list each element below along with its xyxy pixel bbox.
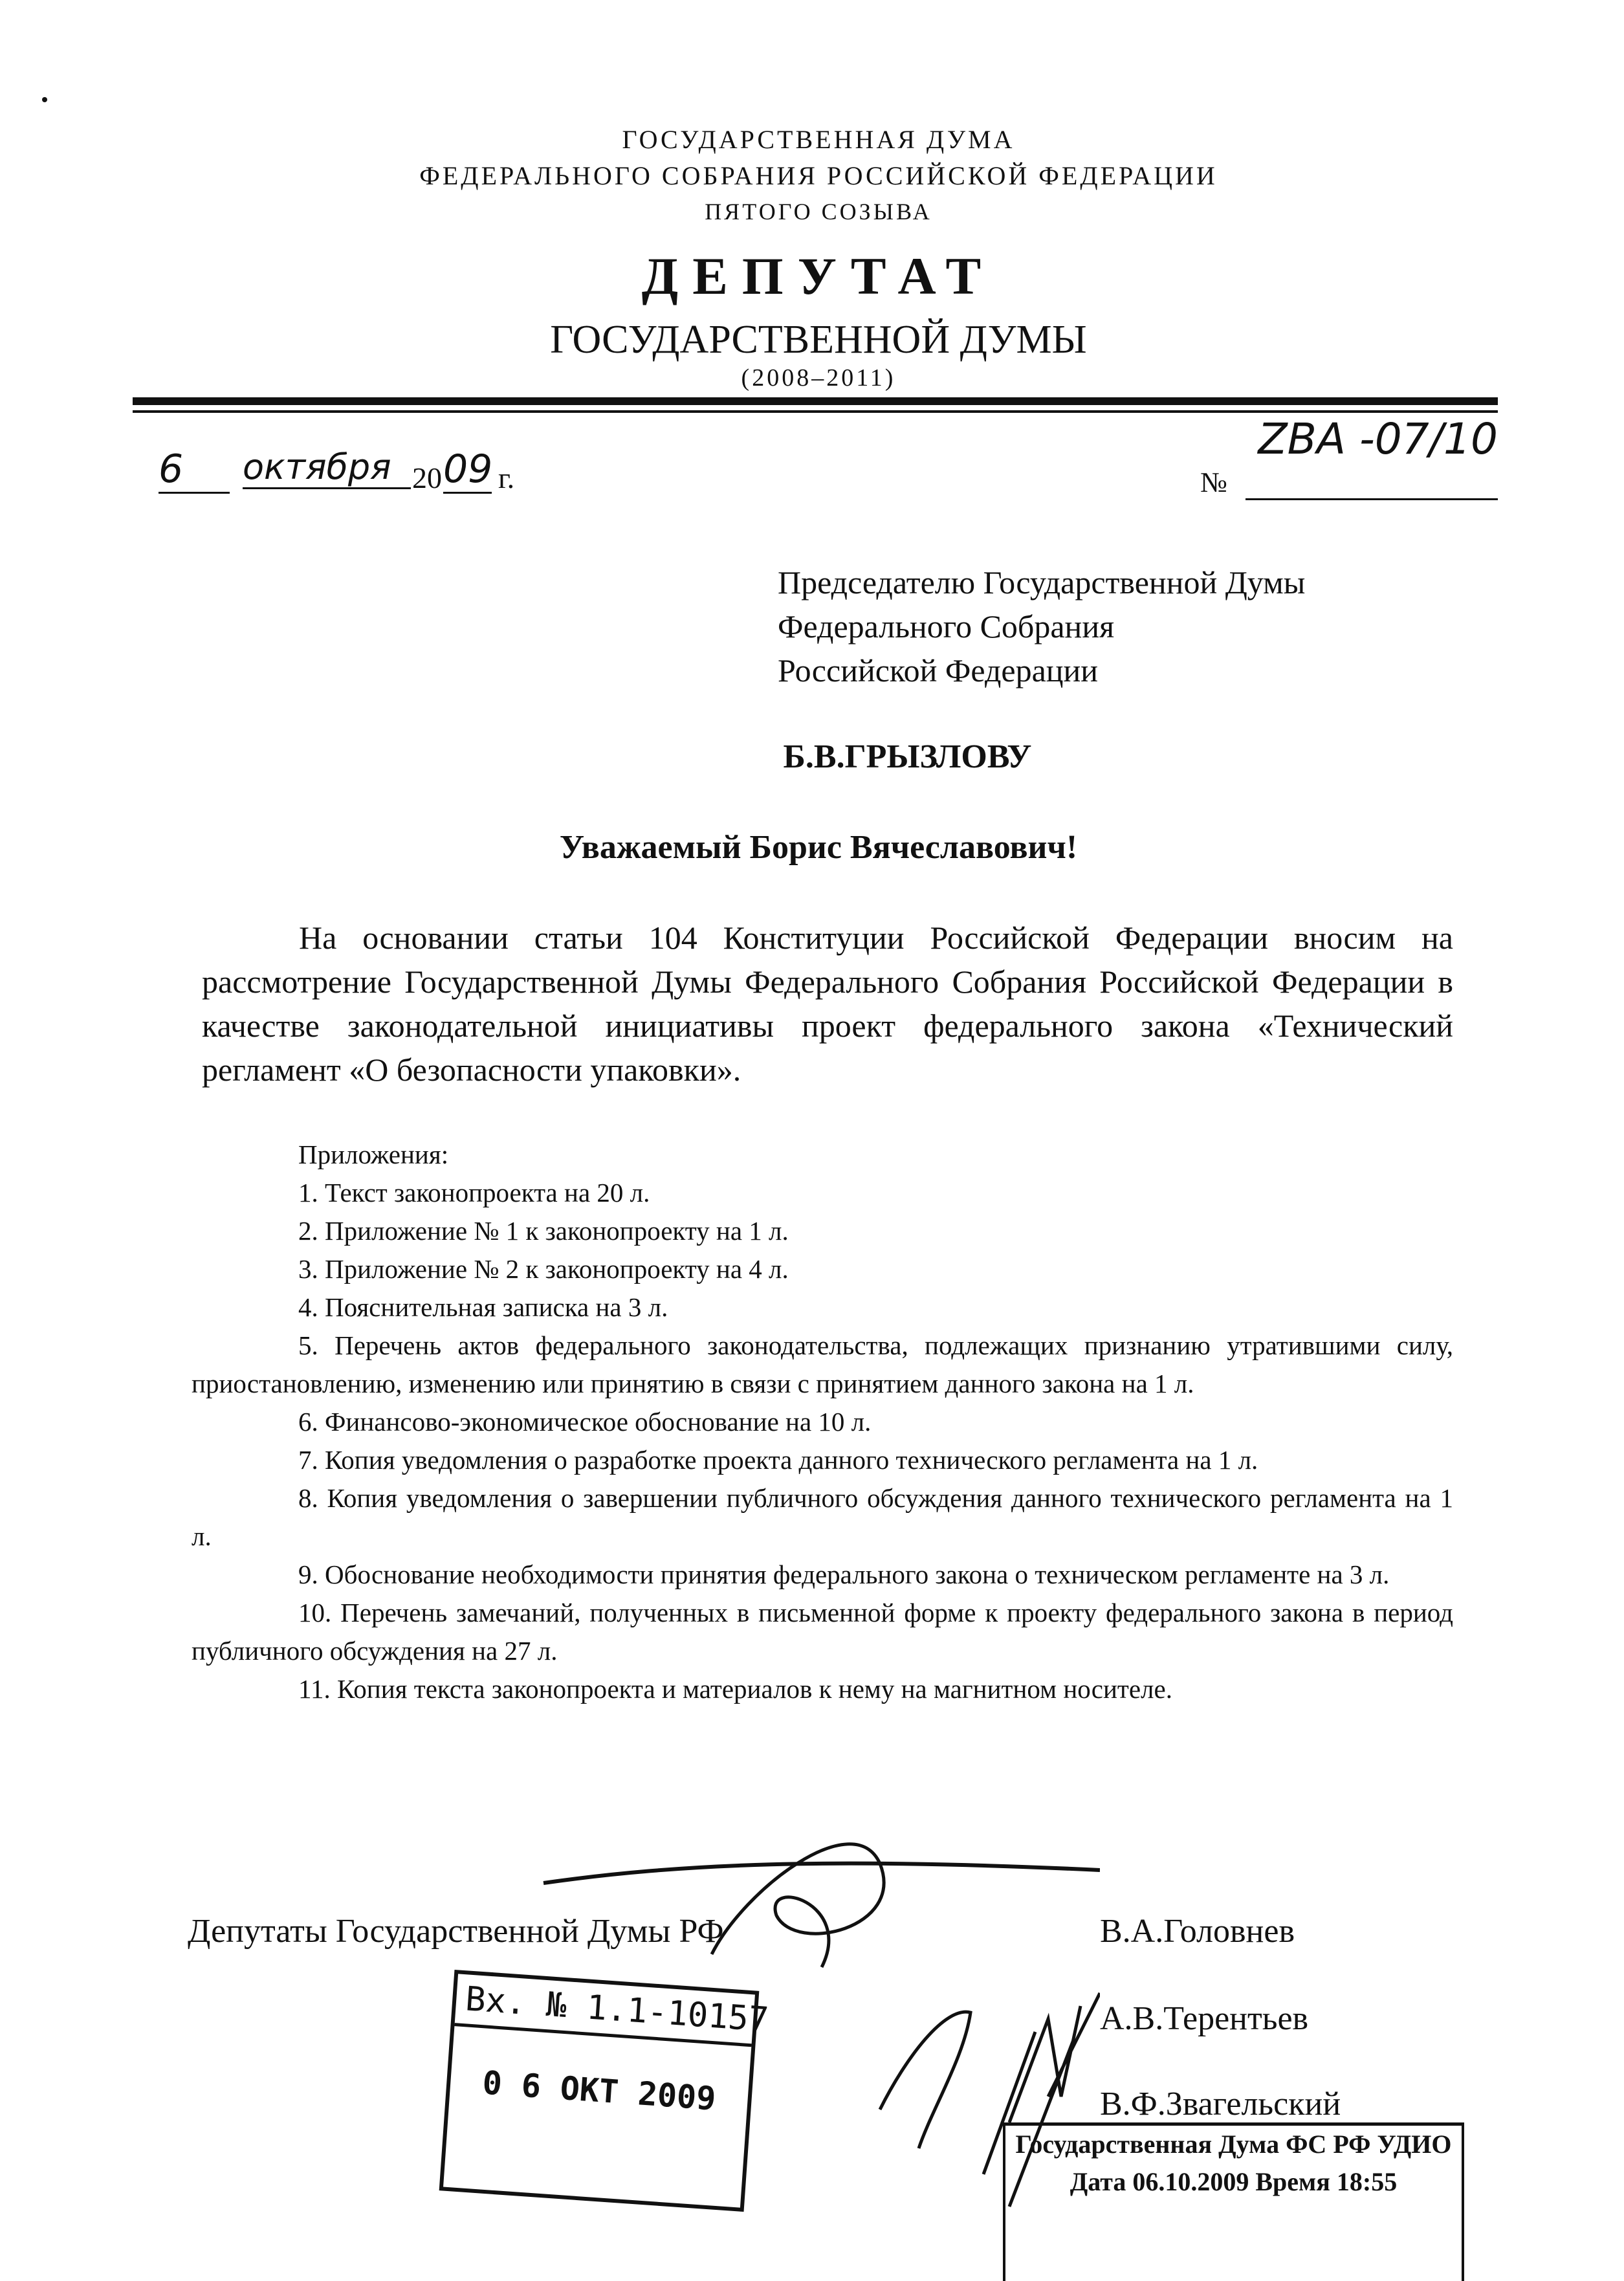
attachment-item: 1. Текст законопроекта на 20 л. bbox=[298, 1178, 650, 1207]
attachment-item: 11. Копия текста законопроекта и материалов к нему на магнитном носителе. bbox=[298, 1674, 1172, 1704]
signatory-name: А.В.Терентьев bbox=[1100, 2000, 1309, 2037]
body-paragraph bbox=[202, 916, 1453, 1092]
registry-stamp-line-1: Государственная Дума ФС РФ УДИО bbox=[1015, 2130, 1452, 2159]
page-title: ДЕПУТАТ bbox=[641, 247, 996, 305]
attachment-item: 4. Пояснительная записка на 3 л. bbox=[298, 1292, 668, 1322]
date-year-prefix: 20 bbox=[412, 461, 442, 494]
date-suffix: г. bbox=[498, 461, 515, 494]
attachment-item: 8. Копия уведомления о завершении публичного обсуждения данного технического регламента на 1 л. bbox=[192, 1483, 1453, 1551]
header-rule-thick bbox=[133, 397, 1498, 405]
header-line-3: ПЯТОГО СОЗЫВА bbox=[705, 199, 932, 225]
date-day: 6 bbox=[159, 446, 230, 494]
incoming-stamp-number: Вх. № 1.1-10157 bbox=[454, 1974, 755, 2047]
scan-dot bbox=[42, 97, 47, 102]
signatory-name: В.Ф.Звагельский bbox=[1100, 2086, 1341, 2122]
registry-stamp bbox=[1003, 2122, 1464, 2281]
header-line-1: ГОСУДАРСТВЕННАЯ ДУМА bbox=[622, 125, 1015, 154]
signatory-name: В.А.Головнев bbox=[1100, 1913, 1295, 1950]
body-text: На основании статьи 104 Конституции Российской Федерации вносим на рассмотрение Государственной Думы Федерального Собрания Российской Федерации в качестве законодательной инициативы проект федерального закона «Технический регламент «О безопасности упаковки». bbox=[202, 920, 1453, 1088]
attachment-item: 7. Копия уведомления о разработке проекта данного технического регламента на 1 л. bbox=[298, 1445, 1258, 1475]
header-years: (2008–2011) bbox=[741, 364, 896, 391]
addressee-line: Председателю Государственной Думы bbox=[778, 564, 1306, 601]
incoming-stamp bbox=[439, 1970, 770, 2212]
header-line-2: ФЕДЕРАЛЬНОГО СОБРАНИЯ РОССИЙСКОЙ ФЕДЕРАЦИИ bbox=[419, 161, 1218, 190]
date-year-suffix: 09 bbox=[443, 446, 492, 494]
attachments-list bbox=[192, 1136, 1453, 1708]
attachments-title: Приложения: bbox=[298, 1140, 449, 1169]
attachment-item: 2. Приложение № 1 к законопроекту на 1 л. bbox=[298, 1216, 789, 1246]
attachment-item: 3. Приложение № 2 к законопроекту на 4 л. bbox=[298, 1254, 789, 1284]
attachment-item: 6. Финансово-экономическое обоснование на 10 л. bbox=[298, 1407, 872, 1437]
addressee-line: Федерального Собрания bbox=[778, 608, 1115, 645]
attachment-item: 10. Перечень замечаний, полученных в письменной форме к проекту федерального закона в период публичного обсуждения на 27 л. bbox=[192, 1598, 1453, 1666]
addressee-line: Российской Федерации bbox=[778, 652, 1099, 689]
attachment-item: 9. Обоснование необходимости принятия федерального закона о техническом регламенте на 3 л. bbox=[298, 1559, 1390, 1589]
date-line bbox=[133, 446, 586, 498]
number-label: № bbox=[1200, 467, 1227, 498]
signatures-label: Депутаты Государственной Думы РФ bbox=[188, 1913, 724, 1950]
salutation: Уважаемый Борис Вячеславович! bbox=[559, 829, 1078, 866]
addressee-name: Б.В.ГРЫЗЛОВУ bbox=[783, 738, 1032, 775]
page-subtitle: ГОСУДАРСТВЕННОЙ ДУМЫ bbox=[550, 318, 1087, 362]
attachment-item: 5. Перечень актов федерального законодательства, подлежащих признанию утратившими силу, приостановлению, изменению или принятию в связи с принятием данного закона на 1 л. bbox=[192, 1330, 1453, 1398]
outgoing-number: ZBA -07/10 bbox=[1245, 414, 1498, 500]
incoming-stamp-date: 0 6 ОКТ 2009 bbox=[481, 2064, 718, 2118]
date-month: октября bbox=[243, 446, 411, 489]
registry-stamp-line-2: Дата 06.10.2009 Время 18:55 bbox=[1070, 2167, 1398, 2196]
header-rule-thin bbox=[133, 410, 1498, 413]
